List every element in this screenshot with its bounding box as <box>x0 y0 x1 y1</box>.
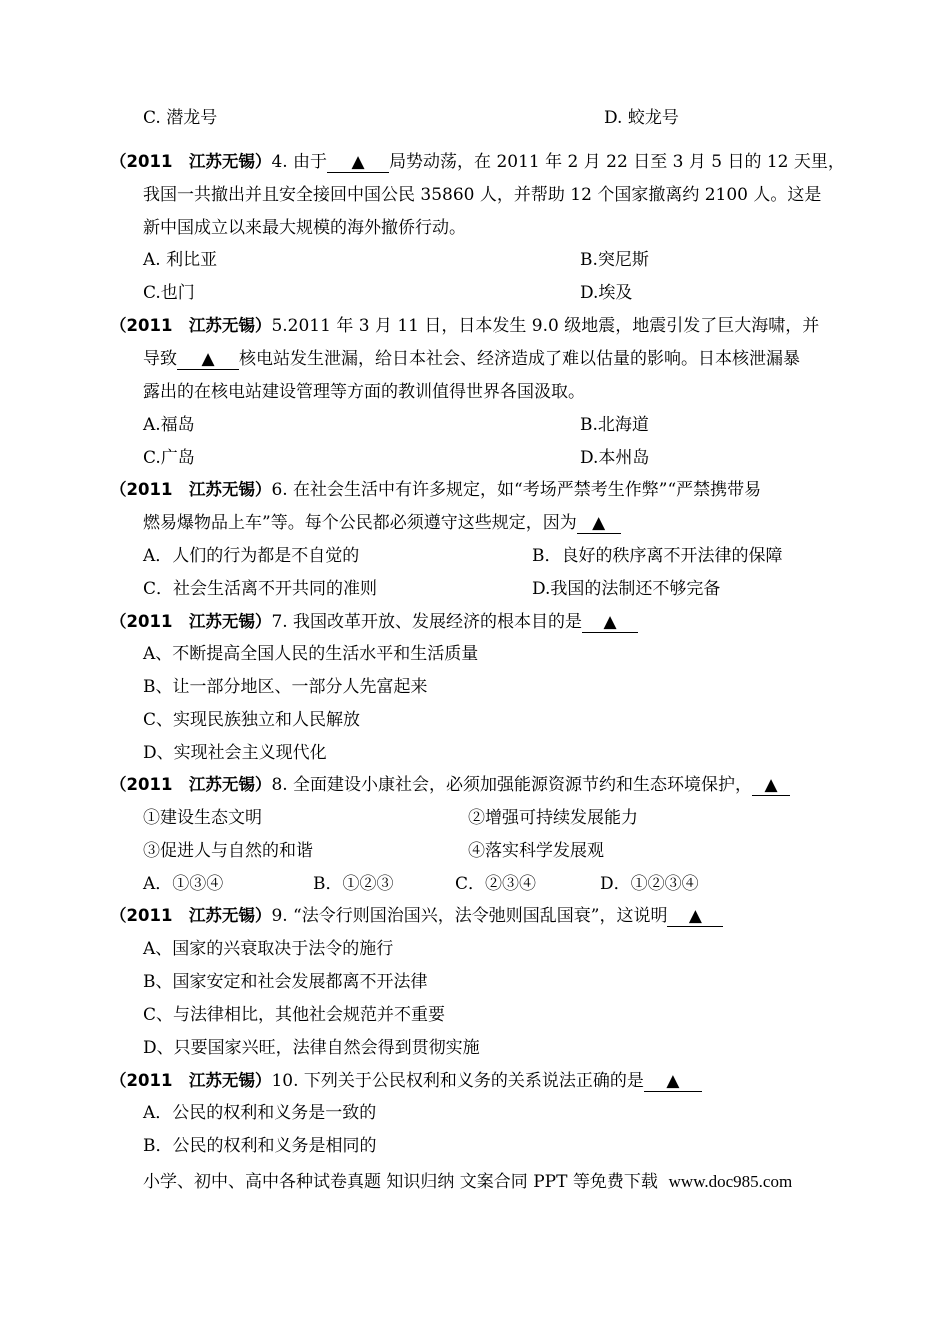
q8-option-a: A．①③④ <box>143 874 224 894</box>
question-7-line-1 <box>110 611 638 633</box>
answer-blank: ▲ <box>752 776 790 796</box>
q8-item-2: ②增强可持续发展能力 <box>468 808 638 828</box>
question-5-line-1 <box>110 315 819 337</box>
q4-option-d: D.埃及 <box>580 283 633 303</box>
q6-option-b: B．良好的秩序离不开法律的保障 <box>532 546 783 566</box>
q5-option-b: B.北海道 <box>580 415 649 435</box>
question-5-prefix: 导致 <box>143 349 177 369</box>
question-source: （2011 江苏无锡） <box>110 775 272 794</box>
question-5-line-3: 露出的在核电站建设管理等方面的教训值得世界各国汲取。 <box>143 382 585 402</box>
q9-option-d: D、只要国家兴旺，法律自然会得到贯彻实施 <box>143 1038 480 1058</box>
question-7-text: 7. 我国改革开放、发展经济的根本目的是 <box>271 612 583 632</box>
q8-item-4: ④落实科学发展观 <box>468 841 604 861</box>
question-4-text: 局势动荡，在 2011 年 2 月 22 日至 3 月 5 日的 12 天里， <box>389 152 845 172</box>
question-9-line-1 <box>110 905 723 927</box>
footer <box>143 1167 792 1192</box>
question-4-line-3: 新中国成立以来最大规模的海外撤侨行动。 <box>143 218 466 238</box>
q8-option-c: C．②③④ <box>455 874 537 894</box>
q7-option-b: B、让一部分地区、一部分人先富起来 <box>143 677 428 697</box>
question-9-text: 9. “法令行则国治国兴，法令弛则国乱国衰”，这说明 <box>271 906 668 926</box>
question-8-line-1 <box>110 774 790 796</box>
answer-blank: ▲ <box>177 350 239 370</box>
q8-item-1: ①建设生态文明 <box>143 808 262 828</box>
answer-blank: ▲ <box>577 514 621 534</box>
q3-option-c: C. 潜龙号 <box>143 108 218 128</box>
question-source: （2011 江苏无锡） <box>110 152 272 171</box>
footer-link[interactable]: www.doc985.com <box>668 1172 793 1191</box>
q8-item-3: ③促进人与自然的和谐 <box>143 841 313 861</box>
q4-option-a: A. 利比亚 <box>143 250 218 270</box>
q3-option-d: D. 蛟龙号 <box>604 108 679 128</box>
question-5-text: 5.2011 年 3 月 11 日，日本发生 9.0 级地震，地震引发了巨大海啸，并 <box>271 316 820 336</box>
q4-option-b: B.突尼斯 <box>580 250 649 270</box>
question-source: （2011 江苏无锡） <box>110 480 272 499</box>
q4-option-c: C.也门 <box>143 283 195 303</box>
q5-option-c: C.广岛 <box>143 448 195 468</box>
question-5-line-2 <box>143 348 800 370</box>
question-8-text: 8. 全面建设小康社会，必须加强能源资源节约和生态环境保护， <box>271 775 753 795</box>
q5-option-d: D.本州岛 <box>580 448 650 468</box>
question-source: （2011 江苏无锡） <box>110 316 272 335</box>
q7-option-c: C、实现民族独立和人民解放 <box>143 710 361 730</box>
question-4-prefix: 4. 由于 <box>271 152 328 172</box>
question-source: （2011 江苏无锡） <box>110 612 272 631</box>
q8-option-d: D．①②③④ <box>600 874 699 894</box>
question-6-text: 6. 在社会生活中有许多规定，如“考场严禁考生作弊”“严禁携带易 <box>271 480 762 500</box>
q5-option-a: A.福岛 <box>143 415 195 435</box>
question-4-line-2: 我国一共撤出并且安全接回中国公民 35860 人，并帮助 12 个国家撤离约 2100 人。这是 <box>143 185 822 205</box>
question-10-line-1 <box>110 1070 702 1092</box>
q7-option-a: A、不断提高全国人民的生活水平和生活质量 <box>143 644 479 664</box>
q6-option-d: D.我国的法制还不够完备 <box>532 579 721 599</box>
question-4-line-1 <box>110 151 845 173</box>
q10-option-b: B．公民的权利和义务是相同的 <box>143 1136 377 1156</box>
answer-blank: ▲ <box>667 907 723 927</box>
question-5-text-2: 核电站发生泄漏，给日本社会、经济造成了难以估量的影响。日本核泄漏暴 <box>239 349 800 369</box>
q10-option-a: A．公民的权利和义务是一致的 <box>143 1103 377 1123</box>
question-6-line-2 <box>143 512 621 534</box>
q9-option-a: A、国家的兴衰取决于法令的施行 <box>143 939 394 959</box>
question-6-text-2: 燃易爆物品上车”等。每个公民都必须遵守这些规定，因为 <box>143 513 577 533</box>
footer-text: 小学、初中、高中各种试卷真题 知识归纳 文案合同 PPT 等免费下载 <box>143 1172 658 1192</box>
question-6-line-1 <box>110 479 761 501</box>
question-source: （2011 江苏无锡） <box>110 906 272 925</box>
answer-blank: ▲ <box>327 153 389 173</box>
q8-option-b: B．①②③ <box>313 874 394 894</box>
question-10-text: 10. 下列关于公民权利和义务的关系说法正确的是 <box>271 1071 644 1091</box>
q6-option-a: A．人们的行为都是不自觉的 <box>143 546 360 566</box>
q7-option-d: D、实现社会主义现代化 <box>143 743 327 763</box>
q6-option-c: C．社会生活离不开共同的准则 <box>143 579 378 599</box>
question-source: （2011 江苏无锡） <box>110 1071 272 1090</box>
q9-option-c: C、与法律相比，其他社会规范并不重要 <box>143 1005 446 1025</box>
q9-option-b: B、国家安定和社会发展都离不开法律 <box>143 972 428 992</box>
answer-blank: ▲ <box>644 1072 702 1092</box>
answer-blank: ▲ <box>582 613 638 633</box>
